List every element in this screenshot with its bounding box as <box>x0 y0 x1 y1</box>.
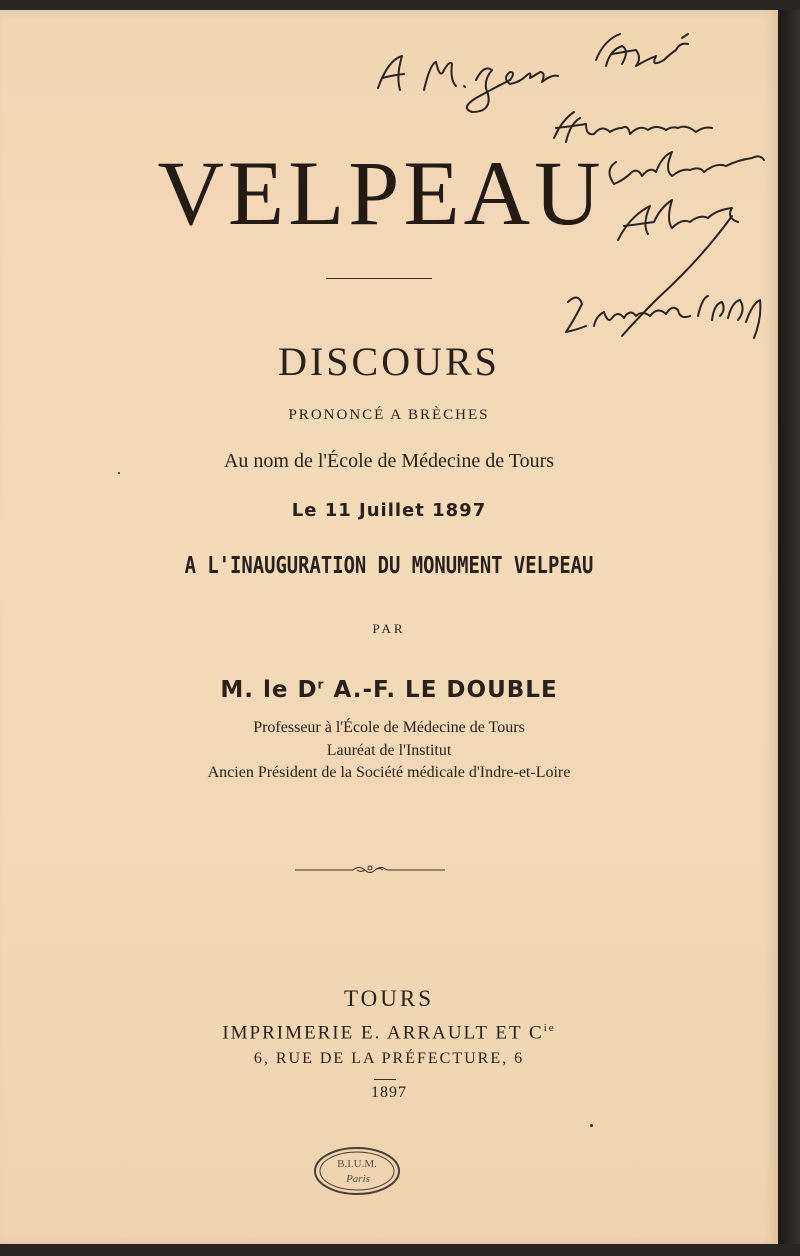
affiliation-1: Professeur à l'École de Médecine de Tours <box>253 719 525 736</box>
library-stamp <box>312 1145 402 1197</box>
ornament-divider <box>295 863 445 877</box>
author-line <box>0 677 778 703</box>
imprint-printer <box>0 1022 778 1044</box>
stamp-line-1: B.I.U.M. <box>337 1158 377 1170</box>
affiliation-3: Ancien Président de la Société médicale d'Indre-et-Loire <box>207 764 571 781</box>
prononce-line: PRONONCÉ A BRÈCHES <box>288 407 490 423</box>
printer-name: IMPRIMERIE E. ARRAULT ET C <box>222 1022 544 1044</box>
au-nom-line: Au nom de l'École de Médecine de Tours <box>223 450 555 472</box>
year-rule <box>374 1079 396 1080</box>
paper-speck <box>118 472 120 474</box>
title-rule <box>326 278 432 279</box>
stamp-line-2: Paris <box>346 1173 370 1185</box>
inauguration-line: A L'INAUGURATION DU MONUMENT VELPEAU <box>184 553 594 579</box>
author-prefix: M. le D <box>220 677 318 703</box>
title-page <box>0 10 778 1244</box>
printer-sup: ie <box>543 1022 556 1034</box>
imprint-city: TOURS <box>344 986 434 1011</box>
imprint-address: 6, RUE DE LA PRÉFECTURE, 6 <box>253 1050 525 1067</box>
affiliation-2: Lauréat de l'Institut <box>326 742 452 759</box>
book-title: VELPEAU <box>157 142 605 244</box>
author-name: A.-F. LE DOUBLE <box>324 677 558 703</box>
date-line: Le 11 Juillet 1897 <box>291 500 487 521</box>
author-sup: r <box>317 677 325 692</box>
par-line: PAR <box>372 621 406 636</box>
paper-speck <box>590 1124 593 1127</box>
book-edge <box>778 10 800 1244</box>
subtitle: DISCOURS <box>278 339 500 384</box>
imprint-year: 1897 <box>371 1084 407 1101</box>
